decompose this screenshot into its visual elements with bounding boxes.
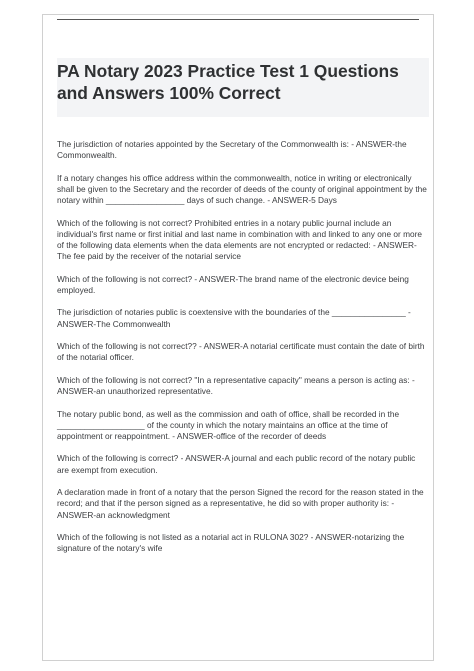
header-rule bbox=[57, 19, 419, 20]
qa-item: Which of the following is correct? - ANSWER-A journal and each public record of the notary public are exempt from execution. bbox=[57, 453, 416, 475]
document-page bbox=[42, 14, 434, 661]
qa-item: Which of the following is not correct? Prohibited entries in a notary public journal include an individual's first name or first initial and last name in combination with and linked to any one or more of the following data elements when the data elements are not encrypted or redacted: - ANSWER-The fee paid by the receiver of the notarial service bbox=[57, 217, 422, 262]
qa-item: Which of the following is not correct?? - ANSWER-A notarial certificate must contain the date of birth of the notarial officer. bbox=[57, 341, 425, 363]
qa-item: Which of the following is not correct? "In a representative capacity" means a person is acting as: - ANSWER-an unauthorized representative. bbox=[57, 374, 415, 397]
qa-item: A declaration made in front of a notary that the person Signed the record for the reason stated in the record; and that if the person signed as a representative, he did so with proper authority is: - ANSWER-an acknowledgment bbox=[57, 487, 424, 520]
qa-item: Which of the following is not listed as a notarial act in RULONA 302? - ANSWER-notarizing the signature of the notary's wife bbox=[57, 532, 405, 554]
qa-item: The jurisdiction of notaries appointed by the Secretary of the Commonwealth is: - ANSWER-the Commonwealth. bbox=[57, 139, 407, 161]
qa-content bbox=[57, 139, 429, 566]
qa-item: The jurisdiction of notaries public is coextensive with the boundaries of the ________________ - ANSWER-The Commonwealth bbox=[57, 307, 411, 329]
qa-item: Which of the following is not correct? - ANSWER-The brand name of the electronic device being employed. bbox=[57, 273, 409, 295]
qa-item: The notary public bond, as well as the commission and oath of office, shall be recorded in the ___________________ of the county in which the notary maintains an office at the time of appointment or reappointment. - ANSWER-office of the recorder of deeds bbox=[57, 408, 400, 441]
qa-item: If a notary changes his office address within the commonwealth, notice in writing or electronically shall be given to the Secretary and the recorder of deeds of the county of original appointment by the notary within _________________ days of such change. - ANSWER-5 Days bbox=[57, 172, 427, 206]
document-title: PA Notary 2023 Practice Test 1 Questions and Answers 100% Correct bbox=[57, 61, 399, 103]
